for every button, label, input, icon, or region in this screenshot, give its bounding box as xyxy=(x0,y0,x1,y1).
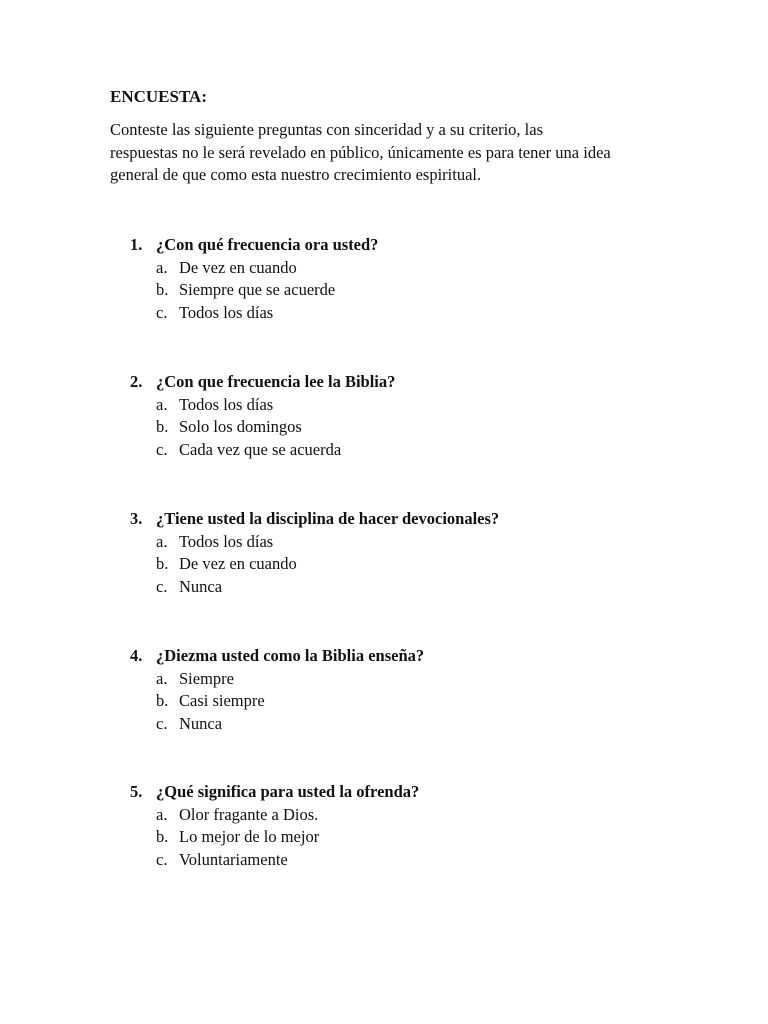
option-letter: b. xyxy=(156,691,169,710)
option-letter: c. xyxy=(156,849,168,869)
option-letter: a. xyxy=(156,804,168,824)
option-text: Solo los domingos xyxy=(179,417,302,436)
answer-options xyxy=(130,394,690,462)
option-letter: a. xyxy=(156,531,168,551)
document-title: ENCUESTA: xyxy=(110,87,207,106)
question-heading xyxy=(130,371,690,394)
option-text: Todos los días xyxy=(179,302,274,322)
intro-line: Conteste las siguiente preguntas con sinceridad y a su criterio, las xyxy=(110,120,544,139)
option-text: Casi siempre xyxy=(179,691,265,710)
survey-question-1 xyxy=(130,234,690,324)
option-text: De vez en cuando xyxy=(179,257,297,277)
survey-question-5 xyxy=(130,781,690,871)
answer-option xyxy=(156,690,690,713)
intro-paragraph xyxy=(110,119,670,187)
answer-options xyxy=(130,804,690,872)
answer-option xyxy=(156,553,690,576)
answer-option xyxy=(156,849,690,872)
option-text: Nunca xyxy=(179,713,223,733)
option-letter: a. xyxy=(156,257,168,277)
answer-option xyxy=(156,394,690,417)
answer-option xyxy=(156,279,690,302)
answer-option xyxy=(156,576,690,599)
question-heading xyxy=(130,508,690,531)
answer-options xyxy=(130,531,690,599)
question-heading xyxy=(130,645,690,668)
option-text: Lo mejor de lo mejor xyxy=(179,827,320,846)
intro-line: general de que como esta nuestro crecimiento espiritual. xyxy=(110,165,482,184)
question-number: 2. xyxy=(130,372,143,391)
option-letter: c. xyxy=(156,439,168,459)
question-text: ¿Con que frecuencia lee la Biblia? xyxy=(156,372,396,391)
question-number: 3. xyxy=(130,509,143,528)
survey-question-4 xyxy=(130,645,690,735)
question-text: ¿Tiene usted la disciplina de hacer devocionales? xyxy=(156,509,500,528)
option-text: Siempre que se acuerde xyxy=(179,280,336,299)
answer-option xyxy=(156,416,690,439)
option-text: Nunca xyxy=(179,576,223,596)
question-heading xyxy=(130,781,690,804)
answer-option xyxy=(156,302,690,325)
option-text: Voluntariamente xyxy=(179,849,288,869)
answer-option xyxy=(156,826,690,849)
option-text: Olor fragante a Dios. xyxy=(179,804,319,824)
answer-option xyxy=(156,804,690,827)
question-text: ¿Con qué frecuencia ora usted? xyxy=(156,235,379,254)
answer-option xyxy=(156,257,690,280)
question-text: ¿Qué significa para usted la ofrenda? xyxy=(156,782,420,801)
survey-question-3 xyxy=(130,508,690,598)
answer-options xyxy=(130,668,690,736)
question-number: 4. xyxy=(130,646,143,665)
option-letter: b. xyxy=(156,827,169,846)
answer-option xyxy=(156,439,690,462)
option-text: De vez en cuando xyxy=(179,554,297,573)
intro-line: respuestas no le será revelado en público, únicamente es para tener una idea xyxy=(110,142,611,162)
option-text: Siempre xyxy=(179,668,234,688)
question-text: ¿Diezma usted como la Biblia enseña? xyxy=(156,646,425,665)
answer-option xyxy=(156,531,690,554)
option-letter: b. xyxy=(156,554,169,573)
question-number: 1. xyxy=(130,235,143,254)
option-letter: b. xyxy=(156,280,169,299)
question-heading xyxy=(130,234,690,257)
answer-options xyxy=(130,257,690,325)
option-letter: b. xyxy=(156,417,169,436)
option-letter: a. xyxy=(156,668,168,688)
option-text: Todos los días xyxy=(179,394,274,414)
question-number: 5. xyxy=(130,782,143,801)
option-letter: c. xyxy=(156,576,168,596)
option-text: Todos los días xyxy=(179,531,274,551)
survey-question-2 xyxy=(130,371,690,461)
answer-option xyxy=(156,713,690,736)
option-letter: a. xyxy=(156,394,168,414)
option-text: Cada vez que se acuerda xyxy=(179,439,342,459)
option-letter: c. xyxy=(156,713,168,733)
answer-option xyxy=(156,668,690,691)
option-letter: c. xyxy=(156,302,168,322)
